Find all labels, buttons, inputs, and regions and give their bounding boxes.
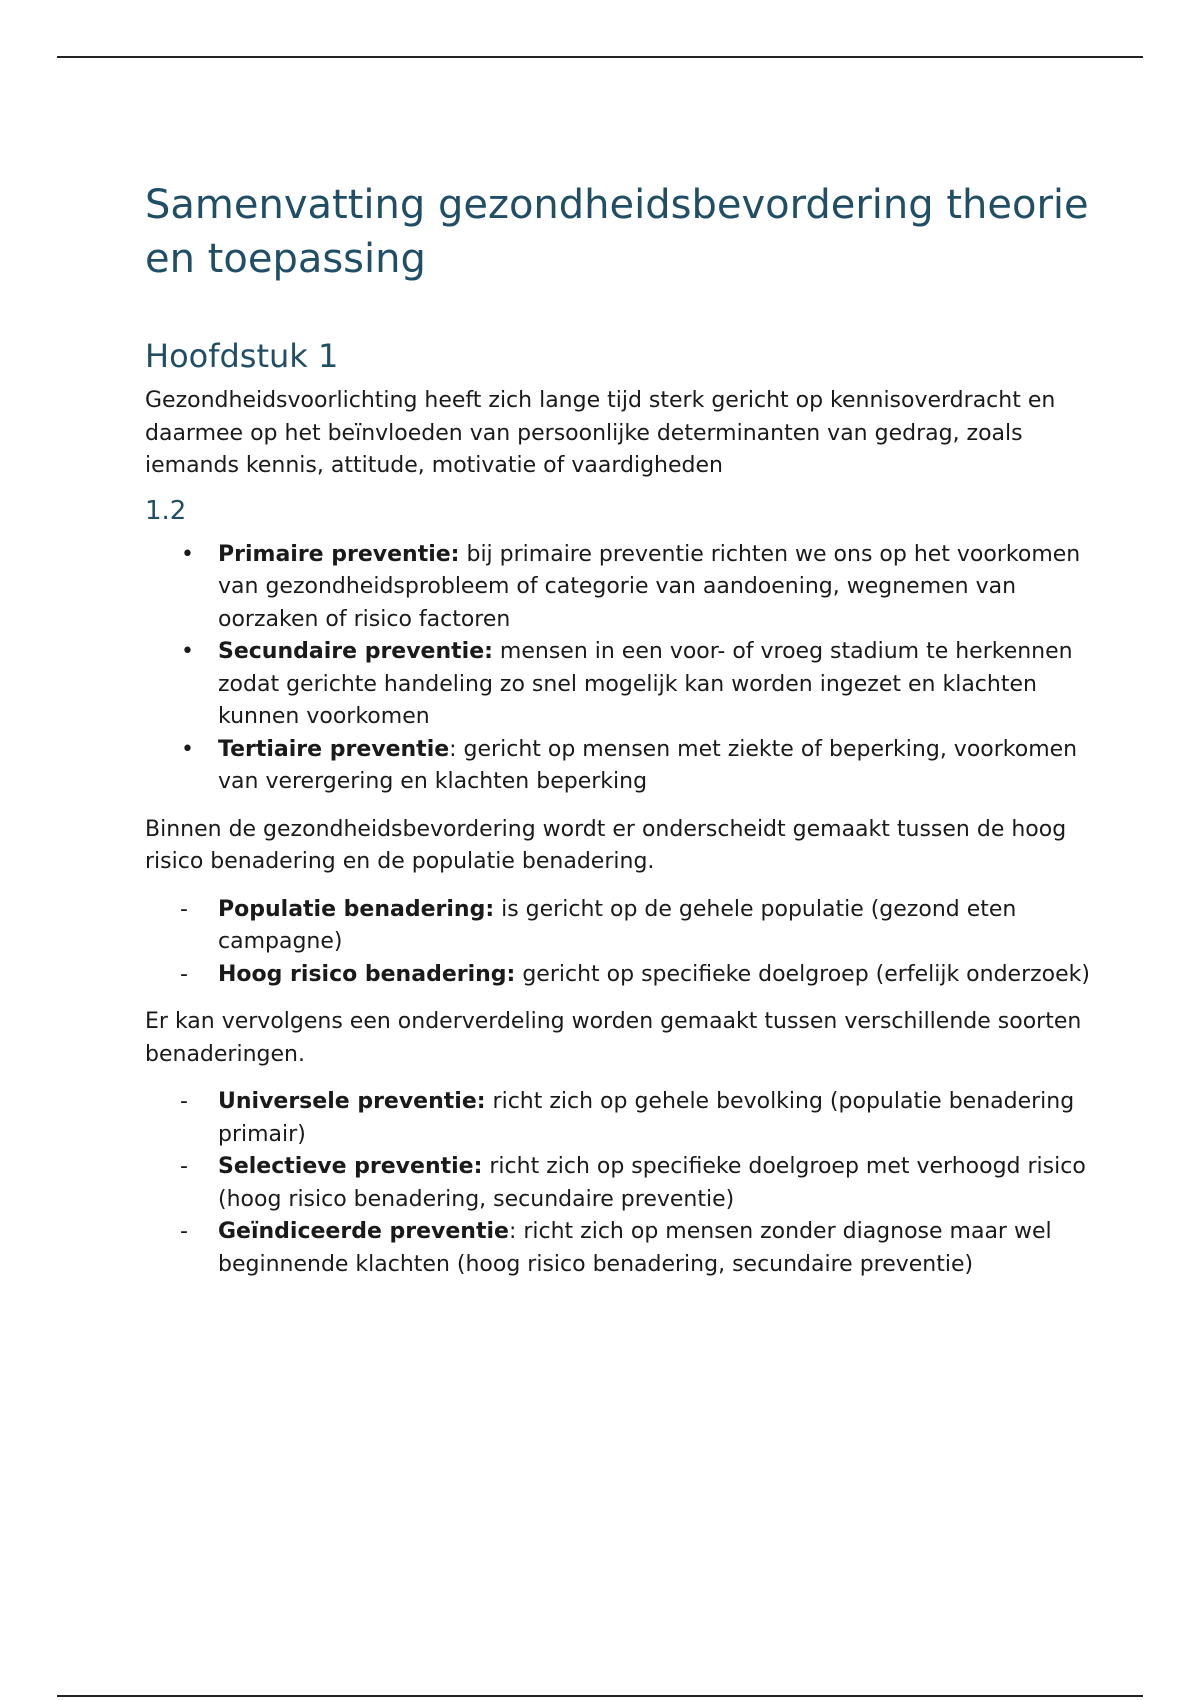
definition: : richt zich op mensen zonder diagnose maar wel beginnende klachten (hoog risico benadering, secundaire preventie)	[218, 1219, 1052, 1277]
bullet-marker: •	[181, 639, 194, 664]
dash-marker: -	[180, 1219, 188, 1244]
dash-marker: -	[180, 896, 188, 922]
list-item-population-approach	[145, 894, 1105, 959]
approaches-intro-paragraph: Binnen de gezondheidsbevordering wordt er onderscheidt gemaakt tussen de hoog risico benadering en de populatie benadering.	[145, 816, 1067, 874]
bullet-marker: •	[181, 541, 194, 567]
document-body	[145, 178, 1105, 1281]
definition: : gericht op mensen met ziekte of beperking, voorkomen van verergering en klachten beperking	[218, 736, 1078, 794]
list-item-universal-prevention	[145, 1086, 1105, 1151]
term: Populatie benadering:	[218, 896, 495, 922]
definition: mensen in een voor- of vroeg stadium te herkennen zodat gerichte handeling zo snel mogelijk kan worden ingezet en klachten kunnen voorkomen	[218, 639, 1073, 729]
term: Primaire preventie:	[218, 541, 460, 567]
chapter-intro-paragraph: Gezondheidsvoorlichting heeft zich lange tijd sterk gericht op kennisoverdracht en daarmee op het beïnvloeden van persoonlijke determinanten van gedrag, zoals iemands kennis, attitude, motivatie of vaardigheden	[145, 388, 1056, 478]
dash-marker: -	[180, 1154, 188, 1179]
subdivisions-list	[145, 1086, 1105, 1281]
term: Universele preventie:	[218, 1089, 486, 1114]
list-item-indicated-prevention	[145, 1216, 1105, 1281]
list-item-selective-prevention	[145, 1151, 1105, 1216]
definition: richt zich op specifieke doelgroep met verhoogd risico (hoog risico benadering, secundaire preventie)	[218, 1154, 1086, 1212]
term: Selectieve preventie:	[218, 1154, 483, 1179]
dash-marker: -	[180, 961, 188, 987]
definition: richt zich op gehele bevolking (populatie benadering primair)	[218, 1089, 1075, 1147]
definition: gericht op specifieke doelgroep (erfelijk onderzoek)	[515, 961, 1090, 987]
definition: bij primaire preventie richten we ons op het voorkomen van gezondheidsprobleem of categorie van aandoening, wegnemen van oorzaken of risico factoren	[218, 541, 1081, 632]
document-title: Samenvatting gezondheidsbevordering theorie en toepassing	[145, 182, 1089, 282]
section-heading: 1.2	[145, 495, 187, 526]
subdivision-intro-paragraph: Er kan vervolgens een onderverdeling worden gemaakt tussen verschillende soorten benaderingen.	[145, 1009, 1082, 1067]
term: Hoog risico benadering:	[218, 961, 516, 987]
list-item-secondary-prevention	[145, 636, 1105, 734]
header-rule	[57, 56, 1143, 58]
list-item-tertiary-prevention	[145, 734, 1105, 799]
footer-rule	[57, 1695, 1143, 1697]
definition: is gericht op de gehele populatie (gezond eten campagne)	[218, 896, 1017, 954]
term: Secundaire preventie:	[218, 639, 493, 664]
approaches-list	[145, 894, 1105, 992]
list-item-high-risk-approach	[145, 959, 1105, 992]
dash-marker: -	[180, 1089, 188, 1114]
list-item-primary-prevention	[145, 539, 1105, 637]
term: Tertiaire preventie	[218, 736, 450, 762]
term: Geïndiceerde preventie	[218, 1219, 509, 1244]
bullet-marker: •	[181, 736, 194, 762]
prevention-levels-list	[145, 539, 1105, 799]
chapter-heading: Hoofdstuk 1	[145, 337, 339, 375]
